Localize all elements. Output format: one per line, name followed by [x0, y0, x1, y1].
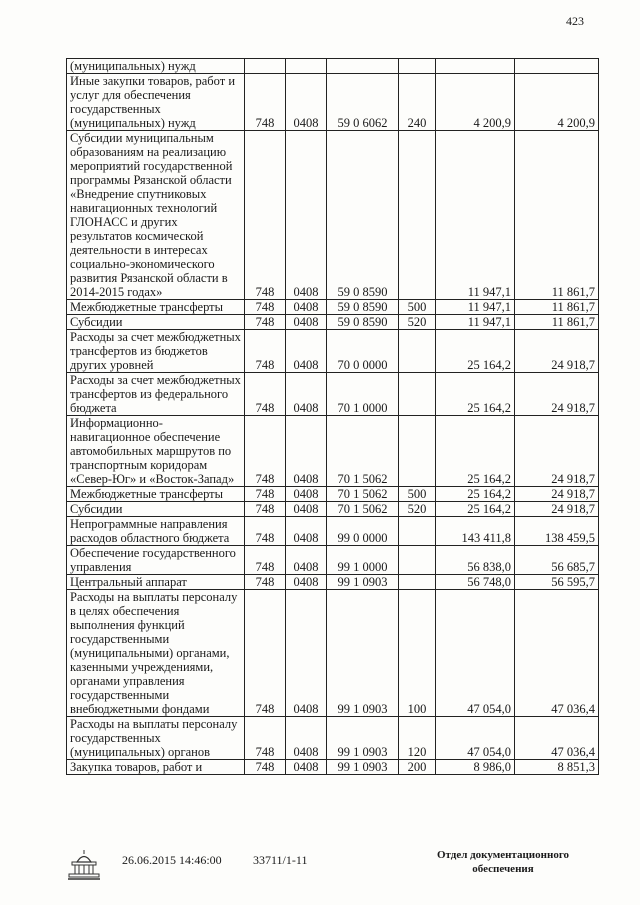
- cell-vr: 500: [399, 300, 436, 315]
- cell-name: Субсидии: [67, 315, 245, 330]
- cell-vr: [399, 59, 436, 74]
- table-row: [67, 590, 599, 717]
- cell-sum-2: 24 918,7: [515, 330, 599, 373]
- cell-csr: 99 1 0903: [327, 717, 399, 760]
- cell-csr: 70 1 0000: [327, 373, 399, 416]
- cell-rzpr: [286, 59, 327, 74]
- cell-rzpr: 0408: [286, 590, 327, 717]
- cell-sum-2: 11 861,7: [515, 300, 599, 315]
- cell-name: Межбюджетные трансферты: [67, 300, 245, 315]
- cell-ved: 748: [245, 487, 286, 502]
- cell-sum-1: [436, 59, 515, 74]
- cell-sum-2: 8 851,3: [515, 760, 599, 775]
- cell-sum-1: 8 986,0: [436, 760, 515, 775]
- cell-sum-1: 11 947,1: [436, 315, 515, 330]
- table-row: [67, 502, 599, 517]
- cell-sum-1: 25 164,2: [436, 416, 515, 487]
- cell-name: Расходы за счет межбюджетных трансфертов из бюджетов других уровней: [67, 330, 245, 373]
- cell-name: Информационно-навигационное обеспечение автомобильных маршрутов по транспортным коридорам «Север-Юг» и «Восток-Запад»: [67, 416, 245, 487]
- duma-building-icon: [66, 848, 102, 882]
- table-row: [67, 717, 599, 760]
- cell-ved: 748: [245, 717, 286, 760]
- cell-sum-1: 47 054,0: [436, 717, 515, 760]
- cell-rzpr: 0408: [286, 330, 327, 373]
- cell-vr: [399, 546, 436, 575]
- cell-rzpr: 0408: [286, 575, 327, 590]
- cell-sum-2: 47 036,4: [515, 590, 599, 717]
- table-row: [67, 546, 599, 575]
- table-row: [67, 575, 599, 590]
- cell-ved: 748: [245, 131, 286, 300]
- cell-ved: 748: [245, 517, 286, 546]
- cell-name: Непрограммные направления расходов областного бюджета: [67, 517, 245, 546]
- cell-vr: [399, 330, 436, 373]
- cell-vr: 500: [399, 487, 436, 502]
- cell-ved: [245, 59, 286, 74]
- cell-csr: 99 0 0000: [327, 517, 399, 546]
- cell-rzpr: 0408: [286, 416, 327, 487]
- cell-rzpr: 0408: [286, 487, 327, 502]
- cell-vr: [399, 575, 436, 590]
- footer-department: [415, 848, 591, 876]
- cell-sum-1: 25 164,2: [436, 487, 515, 502]
- cell-rzpr: 0408: [286, 373, 327, 416]
- cell-name: Обеспечение государственного управления: [67, 546, 245, 575]
- cell-rzpr: 0408: [286, 517, 327, 546]
- cell-name: Расходы за счет межбюджетных трансфертов из федерального бюджета: [67, 373, 245, 416]
- cell-vr: 240: [399, 74, 436, 131]
- cell-vr: 120: [399, 717, 436, 760]
- table-row: [67, 74, 599, 131]
- cell-ved: 748: [245, 546, 286, 575]
- table-row: [67, 373, 599, 416]
- cell-csr: 59 0 6062: [327, 74, 399, 131]
- cell-csr: 99 1 0903: [327, 590, 399, 717]
- table-row: [67, 59, 599, 74]
- cell-rzpr: 0408: [286, 300, 327, 315]
- footer-timestamp: 26.06.2015 14:46:00: [122, 853, 222, 867]
- budget-table: [66, 58, 599, 775]
- cell-sum-1: 56 838,0: [436, 546, 515, 575]
- cell-csr: 99 1 0903: [327, 575, 399, 590]
- cell-vr: [399, 131, 436, 300]
- cell-name: Закупка товаров, работ и: [67, 760, 245, 775]
- cell-name: Центральный аппарат: [67, 575, 245, 590]
- cell-ved: 748: [245, 502, 286, 517]
- cell-ved: 748: [245, 330, 286, 373]
- cell-name: Субсидии муниципальным образованиям на реализацию мероприятий государственной программы Рязанской области «Внедрение спутниковых навигационных технологий ГЛОНАСС и других результатов космической деятельности в интересах социально-экономического развития Рязанской области в 2014-2015 годах»: [67, 131, 245, 300]
- cell-sum-1: 56 748,0: [436, 575, 515, 590]
- cell-csr: 70 1 5062: [327, 502, 399, 517]
- cell-sum-1: 4 200,9: [436, 74, 515, 131]
- cell-ved: 748: [245, 315, 286, 330]
- cell-sum-1: 11 947,1: [436, 300, 515, 315]
- cell-sum-2: 11 861,7: [515, 315, 599, 330]
- cell-csr: 59 0 8590: [327, 315, 399, 330]
- table-row: [67, 517, 599, 546]
- cell-vr: [399, 416, 436, 487]
- footer-department-line1: Отдел документационного: [436, 849, 570, 861]
- cell-rzpr: 0408: [286, 131, 327, 300]
- cell-sum-2: 24 918,7: [515, 502, 599, 517]
- cell-vr: 520: [399, 502, 436, 517]
- cell-ved: 748: [245, 760, 286, 775]
- cell-name: Межбюджетные трансферты: [67, 487, 245, 502]
- cell-sum-2: [515, 59, 599, 74]
- cell-csr: 70 1 5062: [327, 416, 399, 487]
- cell-sum-1: 47 054,0: [436, 590, 515, 717]
- cell-ved: 748: [245, 575, 286, 590]
- cell-name: Расходы на выплаты персоналу в целях обеспечения выполнения функций государственными (муниципальными) органами, казенными учреждениями, органами управления государственными внебюджетными фондами: [67, 590, 245, 717]
- cell-rzpr: 0408: [286, 717, 327, 760]
- cell-name: (муниципальных) нужд: [67, 59, 245, 74]
- cell-vr: 520: [399, 315, 436, 330]
- footer-department-line2: обеспечения: [472, 863, 534, 875]
- cell-csr: 70 1 5062: [327, 487, 399, 502]
- cell-ved: 748: [245, 300, 286, 315]
- table-body: [67, 59, 599, 775]
- footer-doc-number: 33711/1-11: [253, 853, 308, 867]
- cell-vr: 100: [399, 590, 436, 717]
- cell-ved: 748: [245, 590, 286, 717]
- cell-vr: [399, 517, 436, 546]
- cell-rzpr: 0408: [286, 74, 327, 131]
- cell-csr: 59 0 8590: [327, 131, 399, 300]
- cell-csr: 70 0 0000: [327, 330, 399, 373]
- cell-name: Иные закупки товаров, работ и услуг для обеспечения государственных (муниципальных) нужд: [67, 74, 245, 131]
- cell-vr: 200: [399, 760, 436, 775]
- cell-name: Расходы на выплаты персоналу государственных (муниципальных) органов: [67, 717, 245, 760]
- table-row: [67, 131, 599, 300]
- cell-ved: 748: [245, 416, 286, 487]
- cell-csr: 59 0 8590: [327, 300, 399, 315]
- cell-sum-2: 56 595,7: [515, 575, 599, 590]
- cell-rzpr: 0408: [286, 315, 327, 330]
- cell-csr: [327, 59, 399, 74]
- table-row: [67, 300, 599, 315]
- cell-rzpr: 0408: [286, 546, 327, 575]
- cell-sum-1: 25 164,2: [436, 502, 515, 517]
- cell-sum-2: 24 918,7: [515, 416, 599, 487]
- table-row: [67, 416, 599, 487]
- cell-name: Субсидии: [67, 502, 245, 517]
- cell-sum-2: 47 036,4: [515, 717, 599, 760]
- cell-ved: 748: [245, 373, 286, 416]
- table-row: [67, 487, 599, 502]
- cell-sum-2: 4 200,9: [515, 74, 599, 131]
- cell-csr: 99 1 0000: [327, 546, 399, 575]
- cell-sum-2: 56 685,7: [515, 546, 599, 575]
- cell-sum-2: 24 918,7: [515, 373, 599, 416]
- cell-sum-1: 11 947,1: [436, 131, 515, 300]
- cell-sum-2: 138 459,5: [515, 517, 599, 546]
- cell-sum-1: 25 164,2: [436, 373, 515, 416]
- table-row: [67, 760, 599, 775]
- table-row: [67, 315, 599, 330]
- page-number: 423: [566, 14, 584, 28]
- cell-sum-2: 24 918,7: [515, 487, 599, 502]
- cell-csr: 99 1 0903: [327, 760, 399, 775]
- cell-ved: 748: [245, 74, 286, 131]
- cell-rzpr: 0408: [286, 760, 327, 775]
- cell-rzpr: 0408: [286, 502, 327, 517]
- cell-sum-1: 143 411,8: [436, 517, 515, 546]
- table-row: [67, 330, 599, 373]
- cell-sum-2: 11 861,7: [515, 131, 599, 300]
- cell-vr: [399, 373, 436, 416]
- cell-sum-1: 25 164,2: [436, 330, 515, 373]
